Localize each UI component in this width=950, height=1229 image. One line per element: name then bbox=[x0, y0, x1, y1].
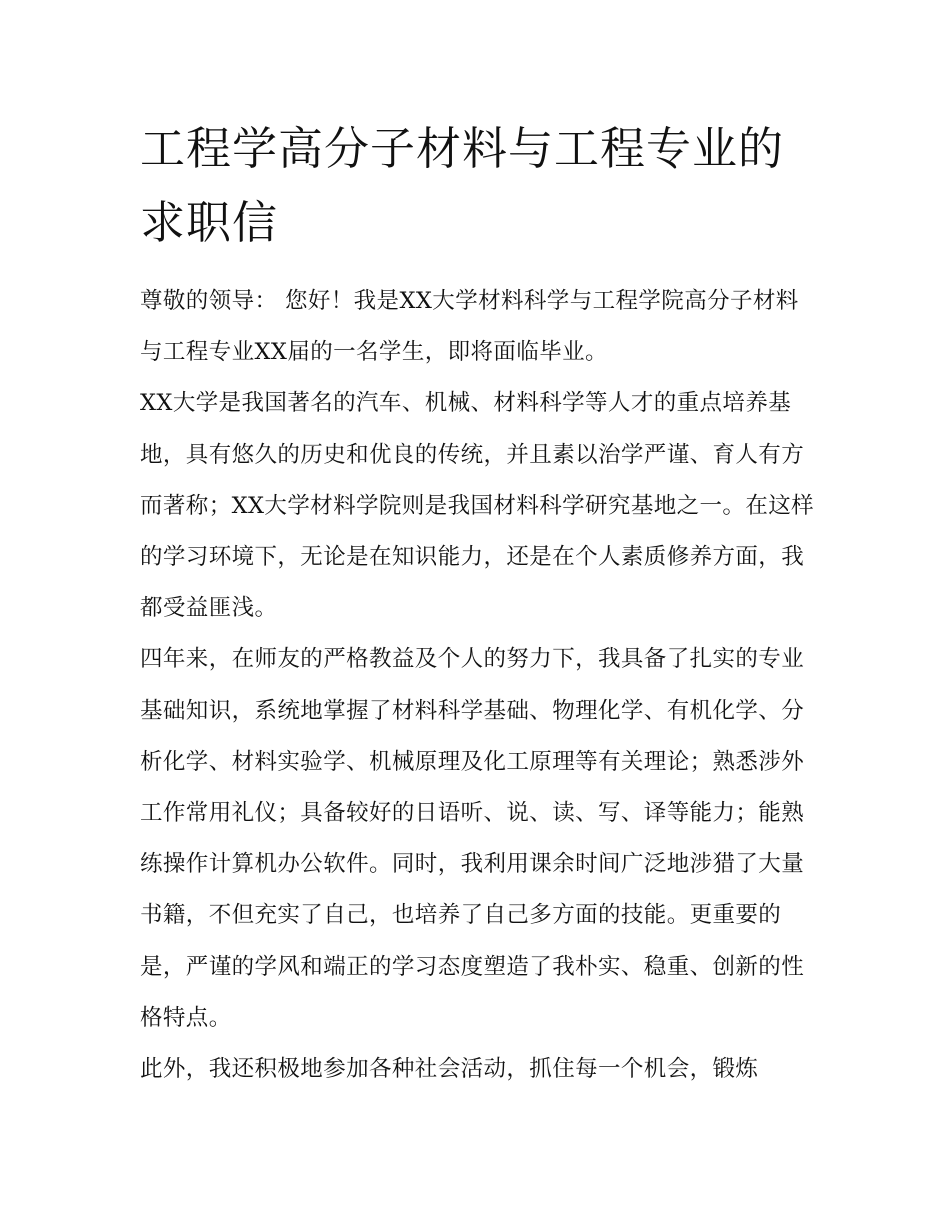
document-body bbox=[140, 276, 820, 1095]
paragraph-greeting: 尊敬的领导： 您好！我是XX大学材料科学与工程学院高分子材料与工程专业XX届的一名学生，即将面临毕业。 bbox=[140, 288, 799, 366]
document-title: 工程学高分子材料与工程专业的求职信 bbox=[140, 122, 785, 249]
paragraph-activities: 此外，我还积极地参加各种社会活动，抓住每一个机会，锻炼 bbox=[140, 1056, 759, 1083]
paragraph-university: XX大学是我国著名的汽车、机械、材料科学等人才的重点培养基地，具有悠久的历史和优良的传统，并且素以治学严谨、育人有方而著称；XX大学材料学院则是我国材料科学研究基地之一。在这样的学习环境下，无论是在知识能力，还是在个人素质修养方面，我都受益匪浅。 bbox=[140, 390, 815, 622]
paragraph-skills: 四年来，在师友的严格教益及个人的努力下，我具备了扎实的专业基础知识，系统地掌握了材料科学基础、物理化学、有机化学、分析化学、材料实验学、机械原理及化工原理等有关理论；熟悉涉外工作常用礼仪；具备较好的日语听、说、读、写、译等能力；能熟练操作计算机办公软件。同时，我利用课余时间广泛地涉猎了大量书籍，不但充实了自己，也培养了自己多方面的技能。更重要的是，严谨的学风和端正的学习态度塑造了我朴实、稳重、创新的性格特点。 bbox=[140, 646, 805, 1031]
